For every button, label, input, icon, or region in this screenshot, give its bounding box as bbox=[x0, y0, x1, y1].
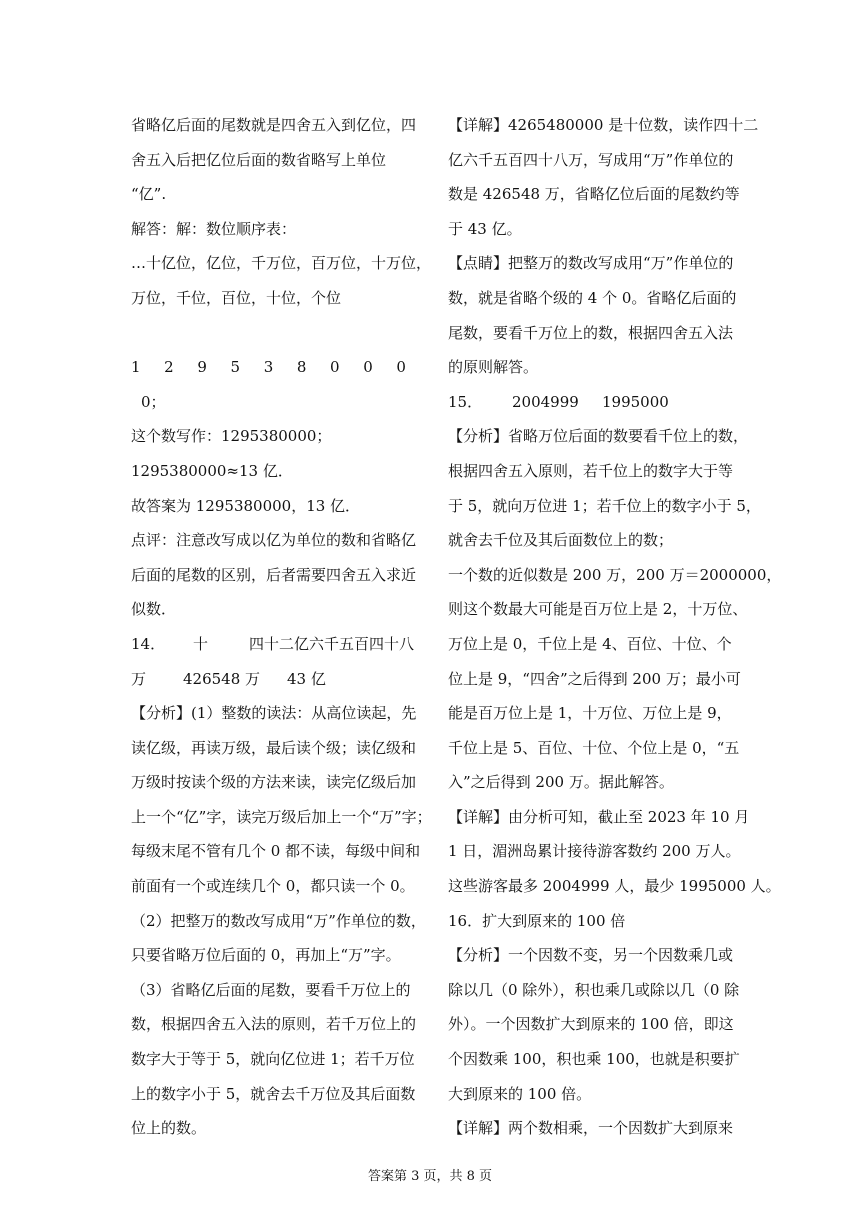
text-line: 外）。一个因数扩大到原来的 100 倍，即这 bbox=[448, 1015, 734, 1034]
text-line: 解答：解：数位顺序表： bbox=[131, 219, 297, 238]
text-line: 1 日，湄洲岛累计接待游客数约 200 万人。 bbox=[448, 842, 741, 861]
text-line: （3）省略亿后面的尾数，要看千万位上的 bbox=[131, 980, 411, 999]
question-15-answers bbox=[448, 385, 708, 420]
text-line: 数，就是省略个级的 4 个 0。省略亿后面的 bbox=[448, 288, 737, 307]
answer-blank: 426548 万 bbox=[183, 669, 261, 688]
answer-blank: 43 亿 bbox=[287, 669, 326, 688]
text-line: 点评：注意改写成以亿为单位的数和省略亿 bbox=[131, 531, 417, 550]
text-line: 能是百万位上是 1，十万位、万位上是 9， bbox=[448, 704, 732, 723]
question-number: 14． bbox=[131, 634, 166, 653]
text-line: 故答案为 1295380000，13 亿． bbox=[131, 496, 361, 515]
text-line: 【分析】一个因数不变，另一个因数乘几或 bbox=[448, 946, 734, 965]
text-line: 根据四舍五入原则，若千位上的数字大于等 bbox=[448, 461, 734, 480]
text-line: 数是 426548 万，省略亿位后面的尾数约等 bbox=[448, 185, 740, 204]
text-line: 则这个数最大可能是百万位上是 2，十万位、 bbox=[448, 600, 748, 619]
text-line: 省略亿后面的尾数就是四舍五入到亿位，四 bbox=[131, 116, 417, 134]
text-line: 【点睛】把整万的数改写成用“万”作单位的 bbox=[448, 254, 734, 273]
answer-blank: 1995000 bbox=[602, 392, 669, 411]
text-line: 千位上是 5、百位、十位、个位上是 0，“五 bbox=[448, 738, 740, 757]
answer-blank: 四十二亿六千五百四十八 bbox=[249, 634, 415, 653]
page-footer: 答案第 3 页，共 8 页 bbox=[367, 1169, 493, 1184]
text-line: 数字大于等于 5，就向亿位进 1；若千万位 bbox=[131, 1050, 415, 1069]
text-line: 上的数字小于 5，就舍去千万位及其后面数 bbox=[131, 1084, 416, 1103]
text-line: 的原则解答。 bbox=[448, 358, 539, 377]
digit: 0 bbox=[396, 358, 406, 377]
digit: 2 bbox=[164, 358, 174, 377]
text-line: 一个数的近似数是 200 万，200 万＝2000000， bbox=[448, 565, 782, 584]
text-line: 位上的数。 bbox=[131, 1119, 207, 1138]
text-line: 舍五入后把亿位后面的数省略写上单位 bbox=[131, 150, 387, 169]
text-line: 这个数写作：1295380000； bbox=[131, 427, 332, 446]
digit: 8 bbox=[296, 358, 307, 377]
text-line: 于 5，就向万位进 1；若千位上的数字小于 5， bbox=[448, 496, 761, 515]
text-line: “亿”. bbox=[131, 185, 167, 204]
text-line: 【详解】由分析可知，截止至 2023 年 10 月 bbox=[448, 807, 750, 826]
text-line: 入”之后得到 200 万。据此解答。 bbox=[448, 773, 674, 792]
text-line: 这些游客最多 2004999 人，最少 1995000 人。 bbox=[448, 877, 781, 896]
text-line: 万位，千位，百位，十位，个位 bbox=[131, 288, 342, 307]
answer-blank: 2004999 bbox=[512, 392, 579, 411]
answer-blank: 万 bbox=[131, 669, 147, 688]
text-line: 万位上是 0，千位上是 4、百位、十位、个 bbox=[448, 634, 732, 653]
text-line: 似数． bbox=[131, 600, 177, 619]
digit: 3 bbox=[263, 358, 274, 377]
text-line: 位上是 9，“四舍”之后得到 200 万；最小可 bbox=[448, 669, 741, 688]
question-number: 15． bbox=[448, 392, 483, 411]
answer-blank: 十 bbox=[193, 634, 209, 653]
text-line: 【详解】两个数相乘，一个因数扩大到原来 bbox=[448, 1119, 734, 1138]
text-line: 尾数，要看千万位上的数，根据四舍五入法 bbox=[448, 323, 734, 342]
digit: 1 bbox=[131, 358, 141, 377]
digit-tail: 0； bbox=[141, 392, 166, 411]
digit-row bbox=[131, 350, 406, 385]
digit: 0 bbox=[363, 358, 373, 377]
text-line: 后面的尾数的区别，后者需要四舍五入求近 bbox=[131, 565, 417, 584]
text-line: 只要省略万位后面的 0，再加上“万”字。 bbox=[131, 946, 401, 965]
question-14-answers-cont bbox=[131, 662, 423, 697]
left-column bbox=[131, 108, 432, 1146]
text-line: 就舍去千位及其后面数位上的数； bbox=[448, 531, 674, 550]
digit: 5 bbox=[230, 358, 241, 377]
text-line: （2）把整万的数改写成用“万”作单位的数， bbox=[131, 911, 426, 930]
right-column bbox=[448, 108, 782, 1146]
text-line: 16．扩大到原来的 100 倍 bbox=[448, 911, 626, 930]
text-line: 每级末尾不管有几个 0 都不读，每级中间和 bbox=[131, 842, 421, 861]
text-line: 读亿级，再读万级，最后读个级；读亿级和 bbox=[131, 738, 417, 757]
text-line: 【分析】省略万位后面的数要看千位上的数， bbox=[448, 427, 749, 446]
text-line: …十亿位，亿位，千万位，百万位，十万位， bbox=[131, 254, 432, 273]
text-line: 个因数乘 100，积也乘 100，也就是积要扩 bbox=[448, 1050, 740, 1069]
digit: 0 bbox=[330, 358, 340, 377]
text-line: 前面有一个或连续几个 0，都只读一个 0。 bbox=[131, 877, 415, 896]
text-line: 数，根据四舍五入法的原则，若千万位上的 bbox=[131, 1015, 417, 1034]
text-line: 大到原来的 100 倍。 bbox=[448, 1084, 592, 1103]
question-14-answers bbox=[131, 627, 419, 662]
text-line: 1295380000≈13 亿． bbox=[131, 461, 293, 480]
text-line: 上一个“亿”字，读完万级后加上一个“万”字； bbox=[131, 807, 432, 826]
text-line: 【分析】(1）整数的读法：从高位读起，先 bbox=[131, 704, 417, 723]
text-line: 【详解】4265480000 是十位数，读作四十二 bbox=[448, 116, 759, 134]
text-line: 除以几（0 除外），积也乘几或除以几（0 除 bbox=[448, 980, 740, 999]
text-line: 亿六千五百四十八万，写成用“万”作单位的 bbox=[448, 150, 734, 169]
text-line: 于 43 亿。 bbox=[448, 219, 522, 238]
text-line: 万级时按读个级的方法来读，读完亿级后加 bbox=[131, 773, 417, 792]
digit: 9 bbox=[197, 358, 207, 377]
blank-line bbox=[131, 316, 423, 351]
